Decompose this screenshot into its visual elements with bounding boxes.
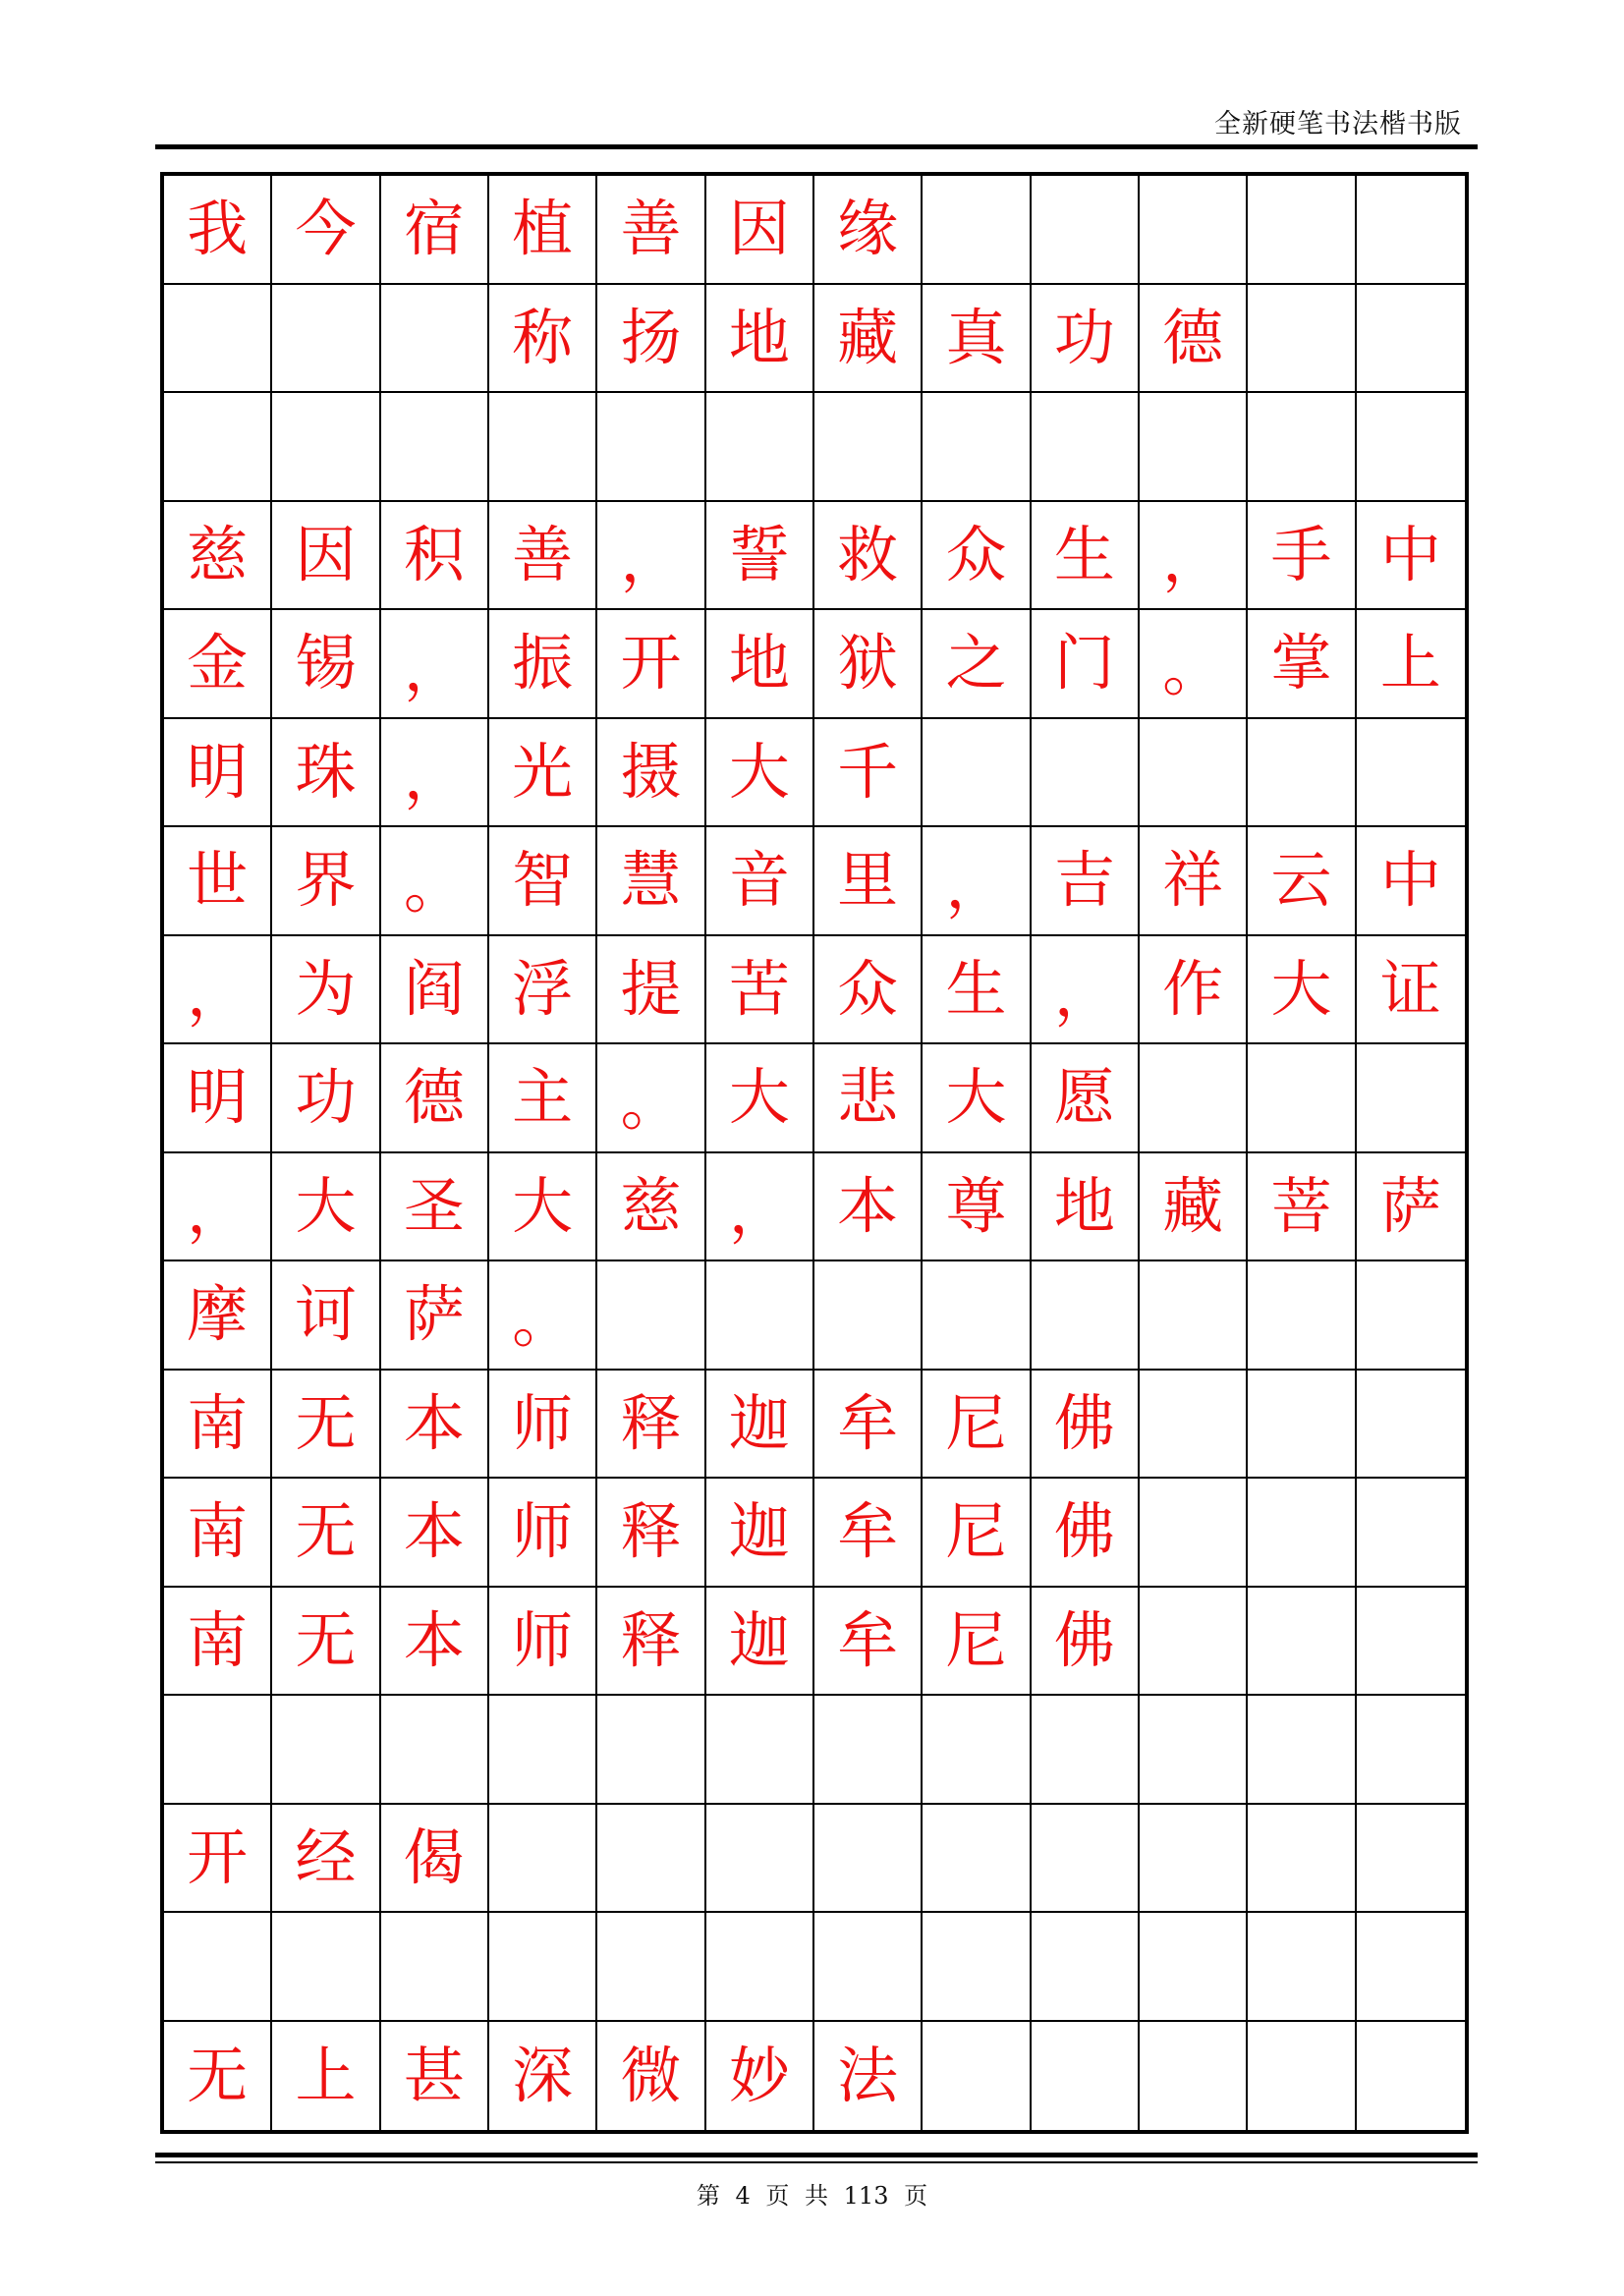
grid-cell [489,393,597,502]
grid-cell: 光 [489,719,597,828]
grid-cell [1248,176,1356,285]
grid-cell: 功 [272,1044,380,1153]
grid-cell [1357,1479,1465,1588]
grid-cell [164,1696,272,1805]
grid-cell [1140,719,1248,828]
grid-cell [1032,1913,1140,2022]
grid-cell: 大 [706,719,814,828]
grid-cell [1140,1805,1248,1914]
grid-cell [814,1913,923,2022]
grid-cell: 藏 [1140,1153,1248,1262]
grid-cell: 上 [1357,610,1465,719]
grid-cell: 开 [597,610,705,719]
grid-cell [1357,1805,1465,1914]
grid-cell [1357,285,1465,394]
grid-cell: 生 [923,936,1031,1045]
grid-cell: 牟 [814,1479,923,1588]
grid-cell [1357,1261,1465,1371]
grid-cell: ， [164,936,272,1045]
grid-cell [706,1913,814,2022]
grid-cell [706,1696,814,1805]
grid-cell: ， [1032,936,1140,1045]
grid-cell: 积 [381,502,489,611]
grid-cell [272,393,380,502]
grid-cell [1357,1044,1465,1153]
grid-cell [923,719,1031,828]
grid-cell: 苦 [706,936,814,1045]
grid-cell [1248,719,1356,828]
grid-cell: 无 [272,1588,380,1697]
grid-cell: 救 [814,502,923,611]
grid-cell: 掌 [1248,610,1356,719]
grid-cell [597,1696,705,1805]
footer-rule-thin [155,2161,1478,2163]
grid-cell: 萨 [381,1261,489,1371]
grid-cell [164,285,272,394]
grid-cell [923,1696,1031,1805]
grid-cell: 宿 [381,176,489,285]
grid-cell: 之 [923,610,1031,719]
grid-cell [1248,1479,1356,1588]
grid-cell: 。 [597,1044,705,1153]
grid-cell: 手 [1248,502,1356,611]
grid-cell: 偈 [381,1805,489,1914]
grid-cell: 地 [706,285,814,394]
grid-cell [923,393,1031,502]
grid-cell: 南 [164,1479,272,1588]
grid-cell: 金 [164,610,272,719]
grid-cell: 大 [489,1153,597,1262]
grid-cell: 深 [489,2022,597,2131]
grid-cell: ， [381,610,489,719]
grid-cell: 振 [489,610,597,719]
grid-cell [1248,393,1356,502]
grid-cell: 众 [814,936,923,1045]
grid-cell: 今 [272,176,380,285]
header-title: 全新硬笔书法楷书版 [1214,109,1462,140]
grid-cell: 迦 [706,1371,814,1480]
grid-cell [164,1913,272,2022]
grid-cell: 生 [1032,502,1140,611]
grid-cell [1140,393,1248,502]
grid-cell: 音 [706,827,814,936]
grid-cell [1357,1696,1465,1805]
grid-cell: 地 [706,610,814,719]
grid-cell: ， [164,1153,272,1262]
grid-cell: 德 [381,1044,489,1153]
grid-cell [272,1913,380,2022]
grid-cell [489,1913,597,2022]
grid-cell: 缘 [814,176,923,285]
grid-cell [1140,1913,1248,2022]
grid-cell [814,1261,923,1371]
grid-cell: 法 [814,2022,923,2131]
grid-cell: 世 [164,827,272,936]
grid-cell: 本 [381,1588,489,1697]
grid-cell [1357,719,1465,828]
footer-rule-thick [155,2153,1478,2157]
grid-cell: 善 [489,502,597,611]
grid-cell [597,1913,705,2022]
grid-cell: 众 [923,502,1031,611]
page-number: 第 4 页 共 113 页 [696,2182,928,2210]
grid-cell: 释 [597,1479,705,1588]
grid-cell: 摩 [164,1261,272,1371]
grid-cell [706,1261,814,1371]
grid-cell [923,1261,1031,1371]
grid-cell [1032,1696,1140,1805]
grid-cell: 门 [1032,610,1140,719]
grid-cell [272,1696,380,1805]
grid-cell [272,285,380,394]
grid-cell [1248,1044,1356,1153]
grid-cell: 释 [597,1371,705,1480]
grid-cell: 里 [814,827,923,936]
grid-cell [1140,1371,1248,1480]
grid-cell: 主 [489,1044,597,1153]
grid-cell [706,393,814,502]
grid-cell: 慈 [597,1153,705,1262]
grid-cell [597,1805,705,1914]
grid-cell [1032,393,1140,502]
grid-cell [1140,2022,1248,2131]
grid-cell: 大 [706,1044,814,1153]
grid-cell: 大 [923,1044,1031,1153]
grid-cell: 迦 [706,1588,814,1697]
grid-cell: 中 [1357,827,1465,936]
grid-cell: 珠 [272,719,380,828]
grid-cell: 本 [814,1153,923,1262]
grid-cell [1032,2022,1140,2131]
grid-cell: 南 [164,1371,272,1480]
grid-cell: 无 [272,1479,380,1588]
grid-cell: 因 [706,176,814,285]
grid-cell: 佛 [1032,1479,1140,1588]
grid-cell: 明 [164,719,272,828]
grid-cell [1357,176,1465,285]
grid-cell: 佛 [1032,1588,1140,1697]
grid-cell: 尼 [923,1371,1031,1480]
grid-cell: 本 [381,1371,489,1480]
grid-cell [1248,1371,1356,1480]
grid-cell: 佛 [1032,1371,1140,1480]
grid-cell [1032,719,1140,828]
grid-cell: 誓 [706,502,814,611]
grid-cell: 无 [164,2022,272,2131]
grid-cell: 吉 [1032,827,1140,936]
grid-cell: ， [597,502,705,611]
grid-cell: 悲 [814,1044,923,1153]
grid-cell: 我 [164,176,272,285]
grid-cell [1032,176,1140,285]
grid-cell [597,393,705,502]
grid-cell: 牟 [814,1588,923,1697]
grid-cell [923,2022,1031,2131]
grid-cell: 千 [814,719,923,828]
grid-cell: 藏 [814,285,923,394]
grid-cell [597,1261,705,1371]
grid-cell [1032,1261,1140,1371]
grid-cell: 师 [489,1479,597,1588]
grid-cell [1248,2022,1356,2131]
grid-cell: 界 [272,827,380,936]
grid-cell [1140,1696,1248,1805]
grid-cell [1357,1371,1465,1480]
grid-cell: 德 [1140,285,1248,394]
grid-cell [923,176,1031,285]
grid-cell: 师 [489,1371,597,1480]
grid-cell: 因 [272,502,380,611]
header-rule [155,144,1478,149]
grid-cell: 明 [164,1044,272,1153]
grid-cell [1140,176,1248,285]
grid-cell [489,1696,597,1805]
grid-cell: ， [381,719,489,828]
grid-cell [1357,1913,1465,2022]
grid-cell: 愿 [1032,1044,1140,1153]
grid-cell [1357,2022,1465,2131]
grid-cell [923,1805,1031,1914]
grid-cell: 微 [597,2022,705,2131]
grid-cell [1032,1805,1140,1914]
grid-cell: 尊 [923,1153,1031,1262]
grid-cell: 真 [923,285,1031,394]
grid-cell: 。 [489,1261,597,1371]
grid-cell: 尼 [923,1588,1031,1697]
grid-cell [381,285,489,394]
grid-cell [1248,1696,1356,1805]
grid-cell [381,1913,489,2022]
grid-cell: 称 [489,285,597,394]
grid-cell: 地 [1032,1153,1140,1262]
grid-cell: 中 [1357,502,1465,611]
grid-cell: 祥 [1140,827,1248,936]
grid-cell: 南 [164,1588,272,1697]
grid-cell: 。 [1140,610,1248,719]
grid-cell [923,1913,1031,2022]
grid-cell: 甚 [381,2022,489,2131]
grid-cell: 释 [597,1588,705,1697]
grid-cell: 大 [272,1153,380,1262]
grid-cell [164,393,272,502]
grid-cell [1248,1588,1356,1697]
grid-cell [1248,1913,1356,2022]
grid-cell: 提 [597,936,705,1045]
grid-cell [1140,1261,1248,1371]
grid-cell [814,393,923,502]
grid-cell: 锡 [272,610,380,719]
grid-cell: 植 [489,176,597,285]
grid-cell [814,1805,923,1914]
grid-cell [1140,1588,1248,1697]
grid-cell: 功 [1032,285,1140,394]
grid-cell: ， [923,827,1031,936]
calligraphy-grid [160,172,1469,2134]
grid-cell: 牟 [814,1371,923,1480]
grid-cell [381,393,489,502]
grid-cell: 善 [597,176,705,285]
grid-cell: 本 [381,1479,489,1588]
grid-cell: 狱 [814,610,923,719]
grid-cell: 诃 [272,1261,380,1371]
grid-cell: 为 [272,936,380,1045]
grid-cell [381,1696,489,1805]
grid-cell: 作 [1140,936,1248,1045]
grid-cell: 摄 [597,719,705,828]
grid-cell [1248,1805,1356,1914]
grid-cell: 上 [272,2022,380,2131]
grid-cell: 尼 [923,1479,1031,1588]
grid-cell [814,1696,923,1805]
grid-cell: 云 [1248,827,1356,936]
grid-cell: 阎 [381,936,489,1045]
grid-cell: 菩 [1248,1153,1356,1262]
grid-cell: 慧 [597,827,705,936]
grid-cell: 开 [164,1805,272,1914]
grid-cell: 师 [489,1588,597,1697]
grid-cell [1140,1479,1248,1588]
grid-cell: 圣 [381,1153,489,1262]
grid-cell: 证 [1357,936,1465,1045]
grid-cell: ， [706,1153,814,1262]
grid-cell: 妙 [706,2022,814,2131]
grid-cell: 无 [272,1371,380,1480]
grid-cell: 迦 [706,1479,814,1588]
grid-cell [1357,393,1465,502]
grid-cell [706,1805,814,1914]
grid-cell: 经 [272,1805,380,1914]
grid-cell [1140,1044,1248,1153]
grid-cell [1248,1261,1356,1371]
grid-cell: 大 [1248,936,1356,1045]
grid-cell [489,1805,597,1914]
grid-cell: 扬 [597,285,705,394]
grid-cell: 萨 [1357,1153,1465,1262]
grid-cell: ， [1140,502,1248,611]
grid-cell: 浮 [489,936,597,1045]
grid-cell: 。 [381,827,489,936]
grid-cell [1357,1588,1465,1697]
grid-cell: 慈 [164,502,272,611]
grid-cell: 智 [489,827,597,936]
grid-cell [1248,285,1356,394]
